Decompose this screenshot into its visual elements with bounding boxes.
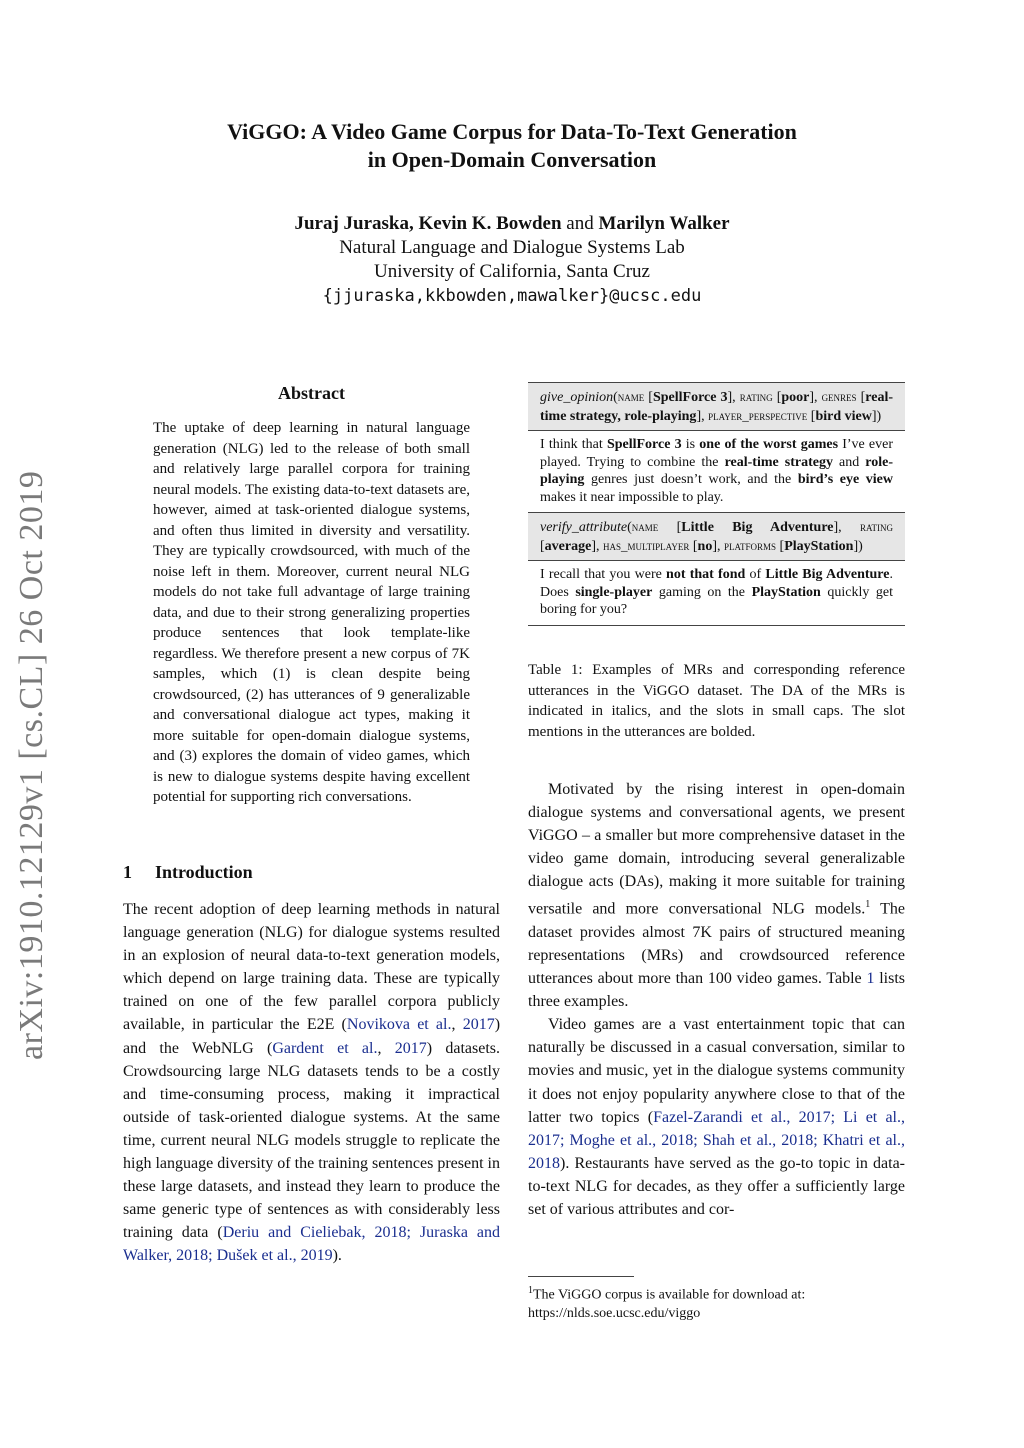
dialogue-act-1: give_opinion (540, 390, 614, 405)
footnote-divider (528, 1276, 634, 1277)
table-caption: Table 1: Examples of MRs and corresponding reference utterances in the ViGGO dataset. The DA of the MRs is indicated in italics, and the slots in small caps. The slot mentions in the utterances are bolded. (528, 662, 905, 740)
abstract-heading: Abstract (278, 383, 345, 403)
arxiv-id: arXiv:1910.12129v1 [cs.CL] 26 Oct 2019 (13, 470, 50, 1060)
citation-group-link[interactable]: Fazel-Zarandi et al., 2017; Li et al., 2017; Moghe et al., 2018; Shah et al., 2018; Khatri et al., 2018 (528, 1108, 906, 1172)
slot-platforms: platforms (724, 537, 777, 553)
paragraph-motivation: Motivated by the rising interest in open-domain dialogue systems and conversational agents, we present ViGGO – a smaller but more comprehensive dataset in the video game domain, introducing several generalizable dialogue acts (DAs), making it more suitable for training versatile and more conversational NLG models.$^1$ The dataset provides almost 7K pairs of structured meaning representations (MRs) and crowdsourced reference utterances about more than 100 video games. Table 1 lists three examples. (528, 781, 905, 1011)
intro-text-3: ) datasets. Crowdsourcing large NLG datasets tends to be a costly and time-consuming process, making it impractical outside of task-oriented dialogue systems. At the same time, current neural NLG models struggle to replicate the high language diversity of the training sentences present in these large datasets, and instead they learn to produce the same generic type of sentences as with considerably less training data ( (123, 1039, 501, 1242)
utterance-row-1: I think that SpellForce 3 is one of the worst games I’ve ever played. Trying to combine the real-time strategy and role-playing genres just doesn’t work, and the bird’s eye view makes it near impossible to play. (540, 437, 893, 505)
section-heading (123, 862, 500, 883)
slot-value: Little Big Adventure (681, 520, 834, 535)
author-names-first: Juraj Juraska, Kevin K. Bowden (294, 213, 562, 234)
author-block (0, 212, 1024, 308)
table-reference-link[interactable]: 1 (866, 970, 875, 988)
slot-rating: rating (860, 519, 893, 534)
slot-name: name (631, 519, 659, 534)
author-and: and (566, 213, 594, 234)
intro-text-4: ). (332, 1247, 342, 1265)
dialogue-act-2: verify_attribute (540, 520, 628, 535)
author-emails: {jjuraska,kkbowden,mawalker}@ucsc.edu (322, 286, 702, 306)
paragraph-video-games: Video games are a vast entertainment topic that can naturally be discussed in a casual conversation, similar to movies and music, yet in the dialogue systems community it does not enjoy popularity anywhere close to that of the latter two topics (Fazel-Zarandi et al., 2017; Li et al., 2017; Moghe et al., 2018; Shah et al., 2018; Khatri et al., 2018). Restaurants have served as the go-to topic in data-to-text NLG for decades, as they offer a sufficiently large set of various attributes and cor- (528, 1016, 906, 1219)
slot-value: SpellForce 3 (652, 390, 728, 405)
paper-title (0, 118, 1024, 174)
slot-value: bird view (815, 408, 872, 424)
citation-link-deriu[interactable]: Deriu and Cieliebak, 2018; Juraska and Walker, 2018; Dušek et al., 2019 (123, 1224, 501, 1265)
citation-link-novikova[interactable]: Novikova et al. (346, 1016, 452, 1034)
utterance-row-2: I recall that you were not that fond of Little Big Adventure. Does single-player gaming on the PlayStation quickly get boring for you? (528, 561, 905, 626)
slot-player-perspective: player_perspective (708, 407, 808, 423)
slot-value: real-time strategy, role-playing (540, 390, 893, 424)
slot-genres: genres (821, 389, 857, 404)
author-names-last: Marilyn Walker (598, 213, 730, 234)
table-1 (528, 382, 905, 626)
footnote-text: The ViGGO corpus is available for download at: https://nlds.soe.ucsc.edu/viggo (528, 1287, 806, 1321)
section-number: 1 (123, 862, 132, 882)
right-column-text (528, 778, 905, 1221)
mr-row-2: verify_attribute(name [Little Big Adventure], rating [average], has_multiplayer [no], platforms [PlayStation]) (528, 512, 905, 561)
footnote-marker[interactable]: 1 (865, 899, 871, 911)
slot-value: PlayStation (784, 538, 854, 554)
affiliation-lab: Natural Language and Dialogue Systems Lab (339, 237, 685, 258)
slot-has-multiplayer: has_multiplayer (603, 537, 690, 553)
intro-text-1: The recent adoption of deep learning methods in natural language generation (NLG) for dialogue systems resulted in an explosion of neural data-to-text generation models, which depend on large training data. These are typically trained on one of the few parallel corpora publicly available, in particular the E2E ( (123, 901, 500, 1034)
mr-row-1: give_opinion(name [SpellForce 3], rating [poor], genres [real-time strategy, role-playing], player_perspective [bird view]) (528, 382, 905, 431)
abstract-text: The uptake of deep learning in natural language generation (NLG) led to the release of both small and relatively large parallel corpora for training neural models. The existing data-to-text datasets are, however, aimed at task-oriented dialogue systems, and often thus limited in diversity and versatility. They are typically crowdsourced, with much of the noise left in them. Moreover, current neural NLG models do not take full advantage of large training data, and due to their strong generalizing properties produce sentences that look template-like regardless. We therefore present a new corpus of 7K samples, which (1) is clean despite being crowdsourced, (2) has utterances of 9 generalizable and conversational dialogue act types, making it more suitable for open-domain dialogue systems, and (3) explores the domain of video games, which is new to dialogue systems despite having excellent potential for supporting rich conversations. (153, 420, 470, 805)
slot-value: poor (781, 390, 810, 405)
intro-paragraph: The recent adoption of deep learning methods in natural language generation (NLG) for dialogue systems resulted in an explosion of neural data-to-text generation models, which depend on large training data. These are typically trained on one of the few parallel corpora publicly available, in particular the E2E (Novikova et al., 2017) and the WebNLG (Gardent et al., 2017) datasets. Crowdsourcing large NLG datasets tends to be a costly and time-consuming process, making it impractical outside of task-oriented dialogue systems. At the same time, current neural NLG models struggle to replicate the high language diversity of the training sentences present in these large datasets, and instead they learn to produce the same generic type of sentences as with considerably less training data (Deriu and Cieliebak, 2018; Juraska and Walker, 2018; Dušek et al., 2019). (123, 901, 501, 1265)
slot-value: average (544, 538, 592, 554)
citation-link-gardent[interactable]: Gardent et al. (272, 1039, 378, 1057)
affiliation-university: University of California, Santa Cruz (374, 261, 650, 282)
footnote-number: 1 (528, 1285, 533, 1296)
slot-name: name (617, 389, 645, 404)
section-title: Introduction (155, 862, 253, 882)
title-line-2: in Open-Domain Conversation (367, 147, 657, 172)
title-line-1: ViGGO: A Video Game Corpus for Data-To-Text Generation (227, 119, 797, 144)
footnote (528, 1282, 905, 1323)
citation-year-novikova[interactable]: 2017 (462, 1016, 495, 1034)
citation-year-gardent[interactable]: 2017 (394, 1039, 427, 1057)
author-names (0, 212, 1024, 236)
slot-rating: rating (739, 389, 773, 404)
intro-text-2: ) and the WebNLG ( (123, 1016, 501, 1057)
slot-value: no (697, 538, 713, 554)
